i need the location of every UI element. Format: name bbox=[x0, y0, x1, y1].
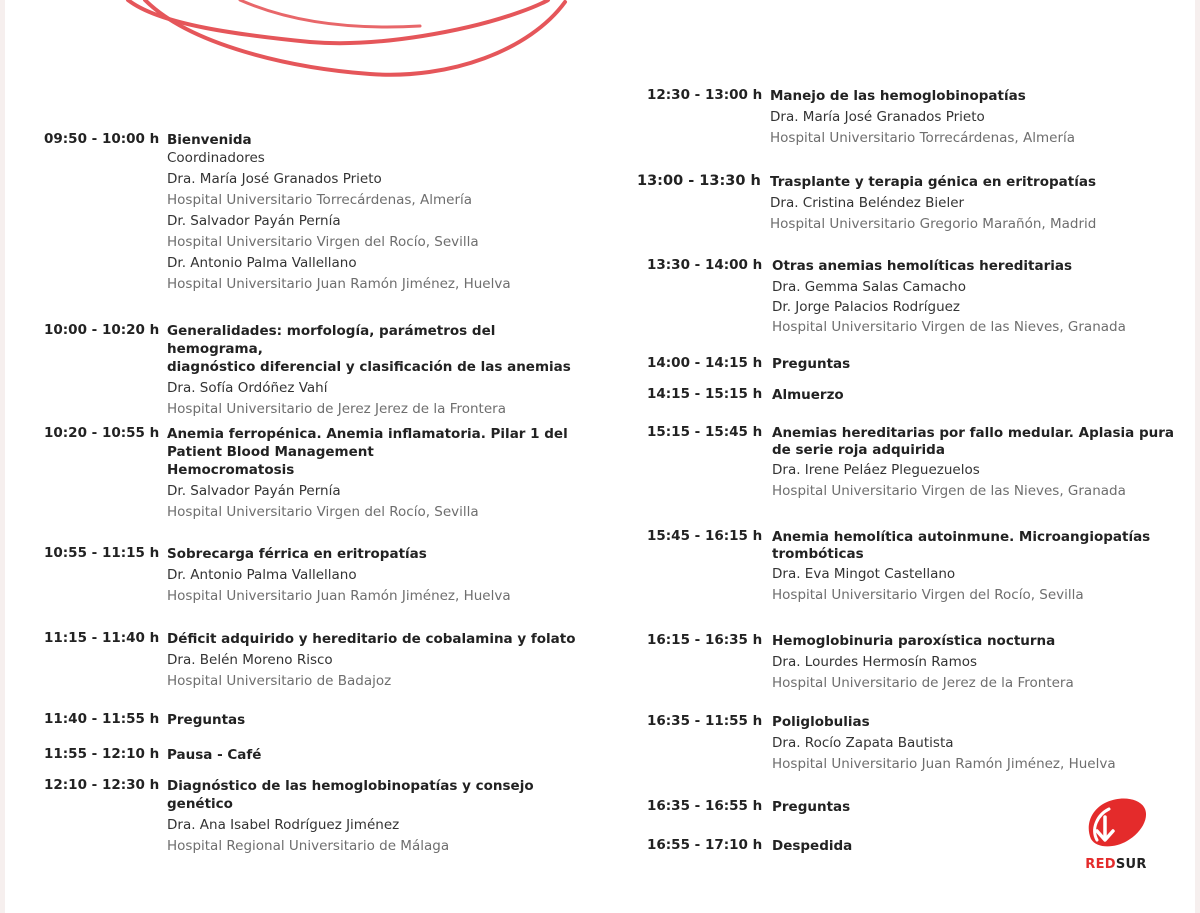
left-edge-band bbox=[0, 0, 5, 913]
speaker-hospital: Hospital Universitario Virgen de las Nieves, Granada bbox=[772, 319, 1126, 335]
session-time: 16:15 - 16:35 h bbox=[647, 632, 763, 648]
session-title: Poliglobulias bbox=[772, 714, 870, 730]
session-time: 12:10 - 12:30 h bbox=[44, 777, 160, 793]
speaker-hospital: Hospital Universitario Juan Ramón Jiménez, Huelva bbox=[167, 276, 511, 292]
redsur-logo bbox=[1083, 795, 1149, 872]
session-title: Anemia hemolítica autoinmune. Microangiopatías bbox=[772, 529, 1151, 545]
session-title: Generalidades: morfología, parámetros del hemograma, bbox=[167, 323, 496, 357]
session-time: 16:35 - 11:55 h bbox=[647, 713, 763, 729]
speaker-hospital: Hospital Universitario de Jerez Jerez de la Frontera bbox=[167, 401, 506, 417]
speaker-name: Dra. Ana Isabel Rodríguez Jiménez bbox=[167, 817, 400, 833]
speaker-hospital: Hospital Regional Universitario de Málaga bbox=[167, 838, 450, 854]
session-time: 12:30 - 13:00 h bbox=[647, 87, 763, 103]
session-title: Patient Blood Management bbox=[167, 444, 374, 460]
session-time: 14:15 - 15:15 h bbox=[647, 386, 763, 402]
speaker-name: Dra. Gemma Salas Camacho bbox=[772, 279, 966, 295]
session-title: diagnóstico diferencial y clasificación de las anemias bbox=[167, 359, 571, 375]
session-time: 09:50 - 10:00 h bbox=[44, 131, 160, 147]
down-arrow-icon bbox=[1083, 795, 1149, 853]
speaker-name: Dr. Antonio Palma Vallellano bbox=[167, 567, 357, 583]
session-title: Almuerzo bbox=[772, 387, 844, 403]
speaker-name: Dr. Salvador Payán Pernía bbox=[167, 483, 341, 499]
session-time: 11:15 - 11:40 h bbox=[44, 630, 160, 646]
session-title: Pausa - Café bbox=[167, 747, 262, 763]
speaker-name: Dra. Irene Peláez Pleguezuelos bbox=[772, 462, 980, 478]
session-title: Hemocromatosis bbox=[167, 462, 295, 478]
speaker-name: Dra. Eva Mingot Castellano bbox=[772, 566, 956, 582]
session-title: Anemias hereditarias por fallo medular. Aplasia pura bbox=[772, 425, 1174, 441]
session-time: 11:55 - 12:10 h bbox=[44, 746, 160, 762]
session-title: trombóticas bbox=[772, 546, 864, 562]
swirl-decoration bbox=[0, 0, 620, 90]
session-time: 11:40 - 11:55 h bbox=[44, 711, 160, 727]
session-title: Manejo de las hemoglobinopatías bbox=[770, 88, 1026, 104]
session-title: Anemia ferropénica. Anemia inflamatoria. Pilar 1 del bbox=[167, 426, 568, 442]
session-title: Déficit adquirido y hereditario de cobalamina y folato bbox=[167, 631, 576, 647]
speaker-hospital: Hospital Universitario Virgen de las Nieves, Granada bbox=[772, 483, 1126, 499]
session-title: Preguntas bbox=[772, 356, 851, 372]
speaker-hospital: Hospital Universitario de Jerez de la Frontera bbox=[772, 675, 1074, 691]
session-title: Preguntas bbox=[167, 712, 246, 728]
session-time: 10:00 - 10:20 h bbox=[44, 322, 160, 338]
session-time: 15:15 - 15:45 h bbox=[647, 424, 763, 440]
logo-text-dark: SUR bbox=[1115, 857, 1147, 872]
session-time: 16:35 - 16:55 h bbox=[647, 798, 763, 814]
session-subtitle: Coordinadores bbox=[167, 150, 265, 166]
session-time: 10:20 - 10:55 h bbox=[44, 425, 160, 441]
speaker-hospital: Hospital Universitario Torrecárdenas, Almería bbox=[167, 192, 473, 208]
session-title: Hemoglobinuria paroxística nocturna bbox=[772, 633, 1056, 649]
speaker-name: Dr. Jorge Palacios Rodríguez bbox=[772, 299, 961, 315]
session-title: Otras anemias hemolíticas hereditarias bbox=[772, 258, 1073, 274]
speaker-hospital: Hospital Universitario de Badajoz bbox=[167, 673, 392, 689]
speaker-name: Dra. Belén Moreno Risco bbox=[167, 652, 333, 668]
session-title: Preguntas bbox=[772, 799, 851, 815]
session-title: Despedida bbox=[772, 838, 853, 854]
speaker-name: Dra. Rocío Zapata Bautista bbox=[772, 735, 954, 751]
speaker-hospital: Hospital Universitario Juan Ramón Jiménez, Huelva bbox=[167, 588, 511, 604]
logo-text bbox=[1083, 857, 1149, 872]
speaker-hospital: Hospital Universitario Virgen del Rocío, Sevilla bbox=[167, 234, 479, 250]
session-time: 15:45 - 16:15 h bbox=[647, 528, 763, 544]
speaker-name: Dr. Antonio Palma Vallellano bbox=[167, 255, 357, 271]
right-edge-band bbox=[1195, 0, 1200, 913]
speaker-name: Dra. Sofía Ordóñez Vahí bbox=[167, 380, 328, 396]
logo-text-red: RED bbox=[1085, 857, 1116, 872]
session-title: Sobrecarga férrica en eritropatías bbox=[167, 546, 427, 562]
speaker-hospital: Hospital Universitario Virgen del Rocío, Sevilla bbox=[167, 504, 479, 520]
session-title: de serie roja adquirida bbox=[772, 442, 945, 458]
speaker-name: Dra. María José Granados Prieto bbox=[770, 109, 985, 125]
session-time: 16:55 - 17:10 h bbox=[647, 837, 763, 853]
session-title: Bienvenida bbox=[167, 132, 252, 148]
speaker-hospital: Hospital Universitario Gregorio Marañón, Madrid bbox=[770, 216, 1097, 232]
speaker-hospital: Hospital Universitario Juan Ramón Jiménez, Huelva bbox=[772, 756, 1116, 772]
speaker-name: Dra. Lourdes Hermosín Ramos bbox=[772, 654, 978, 670]
session-title: Diagnóstico de las hemoglobinopatías y consejo bbox=[167, 778, 534, 794]
session-title: genético bbox=[167, 796, 233, 812]
session-time: 10:55 - 11:15 h bbox=[44, 545, 160, 561]
speaker-hospital: Hospital Universitario Virgen del Rocío, Sevilla bbox=[772, 587, 1084, 603]
speaker-name: Dra. Cristina Beléndez Bieler bbox=[770, 195, 965, 211]
speaker-name: Dr. Salvador Payán Pernía bbox=[167, 213, 341, 229]
session-time: 14:00 - 14:15 h bbox=[647, 355, 763, 371]
session-time: 13:00 - 13:30 h bbox=[637, 173, 761, 189]
session-time: 13:30 - 14:00 h bbox=[647, 257, 763, 273]
session-title: Trasplante y terapia génica en eritropatías bbox=[770, 174, 1096, 190]
speaker-hospital: Hospital Universitario Torrecárdenas, Almería bbox=[770, 130, 1076, 146]
speaker-name: Dra. María José Granados Prieto bbox=[167, 171, 382, 187]
